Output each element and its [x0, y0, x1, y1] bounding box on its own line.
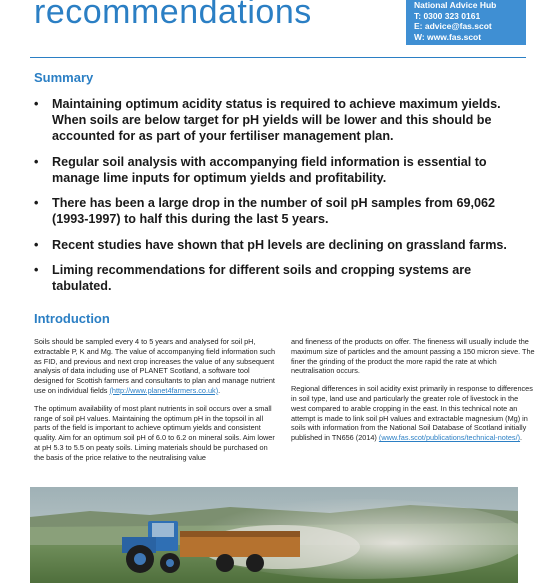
- intro-paragraph: The optimum availability of most plant nutrients in soil occurs over a small range of soil pH values. Maintaining the optimum pH in the topsoil in all parts of the field is important to achieve optimum yields and consistent quality. Aim for an optimum soil pH of 6.0 to 6.2 on mineral soils. Aim lower at pH 5.3 to 5.5 on peaty soils. Liming materials should be purchased on the basis of the price relative to the neutralising value: [34, 403, 275, 462]
- summary-list: [30, 96, 530, 304]
- bullet-icon: •: [34, 154, 39, 169]
- summary-item: [30, 195, 530, 227]
- contact-org: National Advice Hub: [414, 0, 497, 10]
- intro-text-end: .: [520, 433, 523, 443]
- intro-text: Soils should be sampled every 4 to 5 years and analysed for soil pH, extractable P, K and Mg. The value of accompanying field information such as FID, and previous and next crop increases the value of any subsequent analysis of data including use of PLANET Scotland, a software tool designed for Scottish farmers and consultants to plan and manage nutrient use on individual fields: [34, 337, 276, 395]
- page-title: recommendations: [34, 0, 312, 31]
- intro-text-end: .: [218, 385, 221, 395]
- intro-left-column: [34, 337, 278, 471]
- fas-publications-link[interactable]: (www.fas.scot/publications/technical-notes/): [378, 433, 521, 443]
- summary-item: [30, 237, 530, 253]
- contact-phone: T: 0300 323 0161: [414, 10, 481, 21]
- summary-item-text: Liming recommendations for different soils and cropping systems are tabulated.: [52, 263, 472, 293]
- bullet-icon: •: [34, 196, 39, 210]
- intro-paragraph: and fineness of the products on offer. The fineness will usually include the maximum size of particles and the amount passing a 150 micron sieve. The finer the grinding of the product the more rapid the rate at which neutralisation occurs.: [291, 337, 535, 376]
- bullet-icon: •: [34, 97, 39, 111]
- intro-text: Regional differences in soil acidity exist primarily in response to differences in soil type, land use and particularly the greater role of livestock in the west compared to arable cropping in the east. In this technical note an attempt is made to link soil pH values and extractable magnesium (Mg) in soils with information from the National Soil Database of Scotland initially published in TN656 (2014): [291, 384, 533, 443]
- summary-item-text: Recent studies have shown that pH levels are declining on grassland farms.: [52, 237, 507, 252]
- introduction-heading: Introduction: [34, 311, 110, 326]
- bullet-icon: •: [34, 237, 39, 252]
- summary-item-text: Maintaining optimum acidity status is required to achieve maximum yields. When soils are below target for pH yields will be lower and this should be accounted for as part of your fertiliser management plan.: [52, 97, 501, 143]
- bullet-icon: •: [34, 263, 39, 277]
- contact-web: W: www.fas.scot: [414, 31, 482, 42]
- tractor-spreading-lime-photo: [30, 487, 518, 583]
- summary-item: [30, 262, 530, 294]
- summary-item-text: Regular soil analysis with accompanying field information is essential to manage lime inputs for optimum yields and profitability.: [52, 154, 487, 185]
- intro-right-column: [291, 337, 535, 451]
- summary-item: [30, 96, 530, 144]
- header-divider: [30, 57, 526, 58]
- summary-item-text: There has been a large drop in the number of soil pH samples from 69,062 (1993-1997) to half this during the last 5 years.: [52, 196, 496, 226]
- intro-paragraph: [34, 337, 278, 396]
- planet-link[interactable]: (http://www.planet4farmers.co.uk): [109, 385, 219, 395]
- summary-item: [30, 154, 530, 186]
- intro-paragraph: [291, 384, 535, 443]
- contact-email: E: advice@fas.scot: [414, 21, 492, 32]
- contact-box: [406, 0, 526, 45]
- summary-heading: Summary: [34, 70, 94, 85]
